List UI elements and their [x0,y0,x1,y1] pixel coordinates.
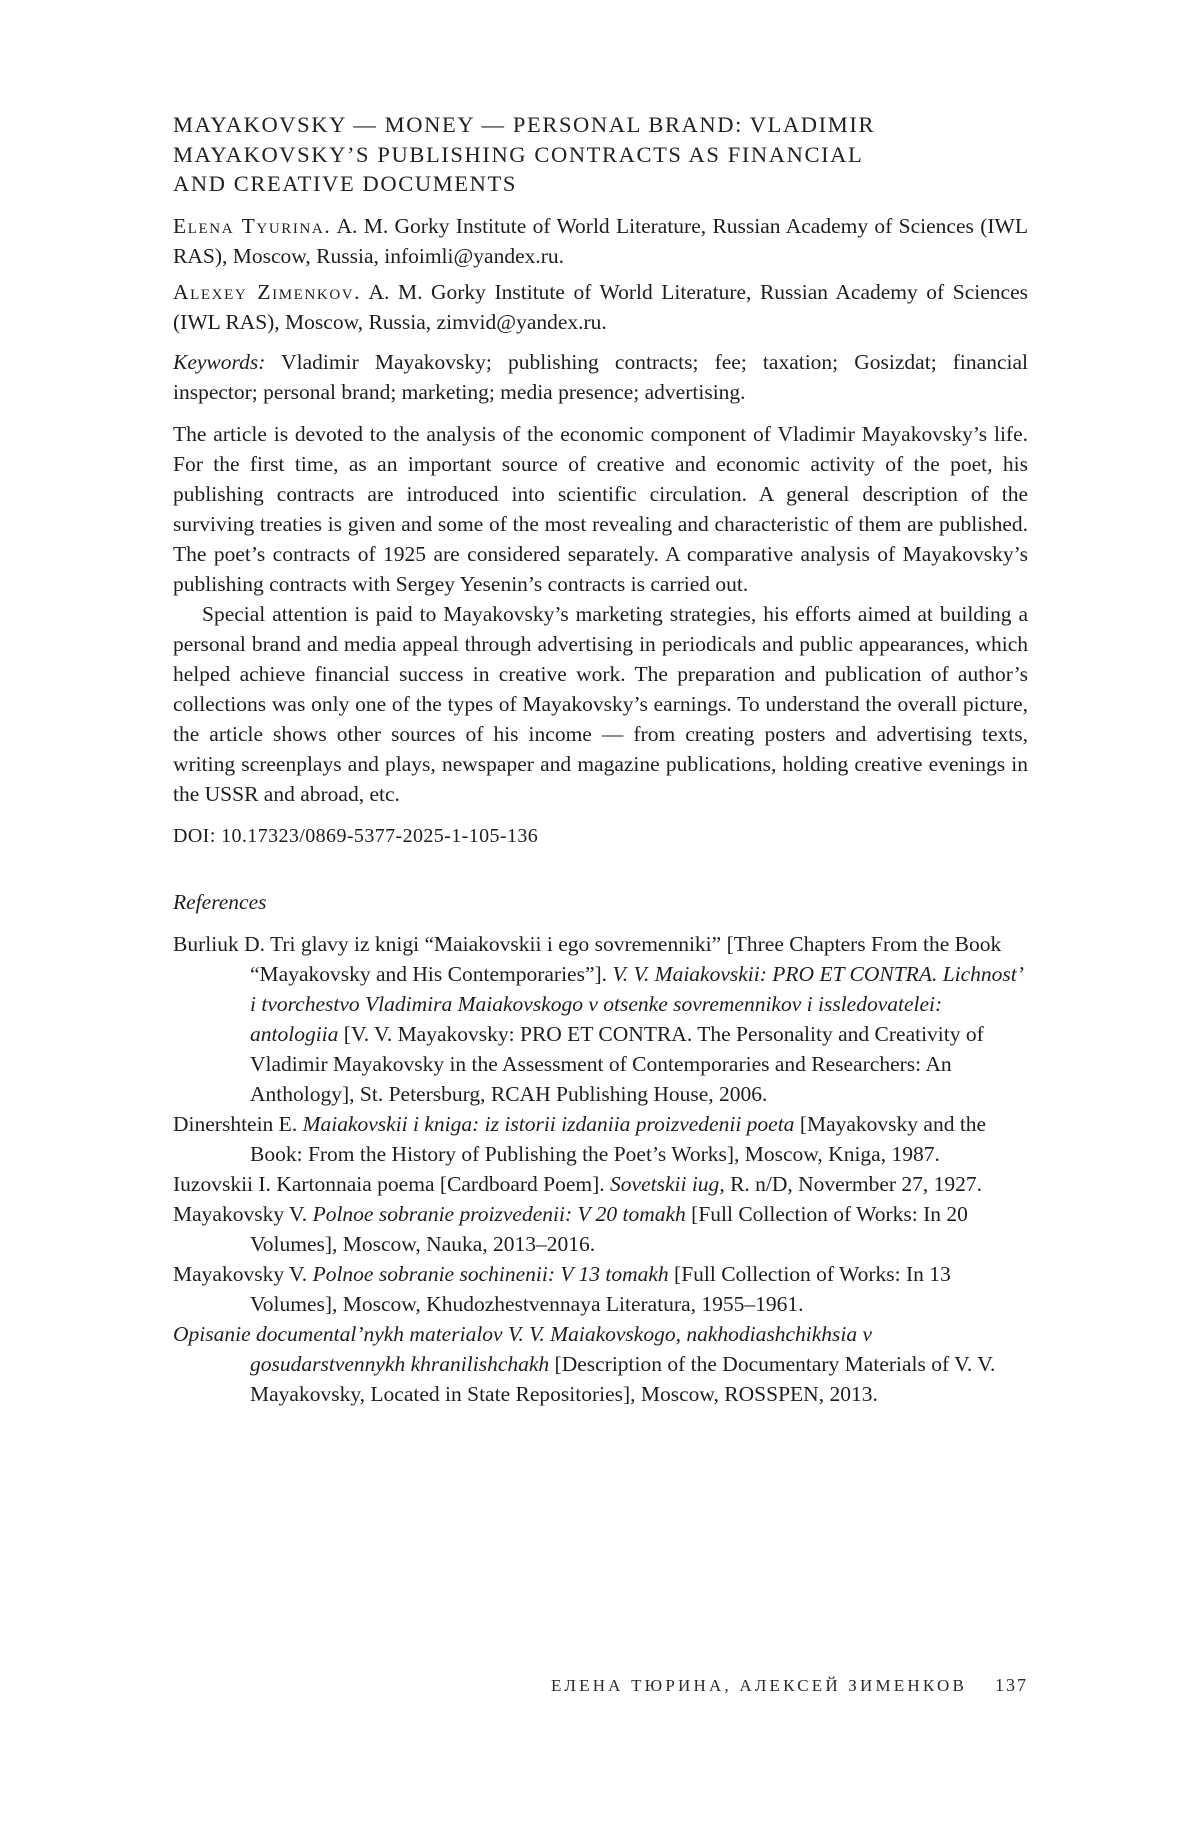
reference-item [173,1199,1028,1259]
reference-text: Iuzovskii I. Kartonnaia poema [Cardboard Poem]. [173,1171,611,1196]
running-head: ЕЛЕНА ТЮРИНА, АЛЕКСЕЙ ЗИМЕНКОВ [551,1676,967,1695]
references-list [173,929,1028,1409]
title-line: MAYAKOVSKY — MONEY — PERSONAL BRAND: VLADIMIR [173,112,876,137]
abstract [173,419,1028,809]
title-line: MAYAKOVSKY’S PUBLISHING CONTRACTS AS FINANCIAL [173,141,864,167]
reference-item [173,1169,1028,1199]
reference-text: Mayakovsky V. [173,1201,313,1226]
reference-text: [Mayakovsky and the Book: From the History of Publishing the Poet’s Works], Moscow, Kniga, 1987. [250,1111,987,1166]
page-number: 137 [995,1675,1028,1695]
reference-text: , R. n/D, Novermber 27, 1927. [719,1171,983,1196]
reference-text: [Description of the Documentary Materials of V. V. Mayakovsky, Located in State Repositories], Moscow, ROSSPEN, 2013. [250,1351,996,1406]
keywords-text: Vladimir Mayakovsky; publishing contracts; fee; taxation; Gosizdat; financial inspector; personal brand; marketing; media presence; advertising. [173,349,1028,404]
reference-text: [Full Collection of Works: In 13 Volumes], Moscow, Khudozhestvennaya Literatura, 1955–1961. [250,1261,951,1316]
reference-text: Burliuk D. Tri glavy iz knigi “Maiakovskii i ego sovremenniki” [Three Chapters From the Book “Mayakovsky and His Contemporaries”]. [173,931,1002,986]
reference-item [173,929,1028,1109]
reference-title: Polnoe sobranie sochinenii: V 13 tomakh [312,1261,669,1286]
references-heading: References [173,889,267,914]
author-entry [173,277,1028,337]
author-entry [173,211,1028,271]
reference-text: Mayakovsky V. [173,1261,313,1286]
author-name: Elena Tyurina. [173,213,332,238]
reference-text: Dinershtein E. [173,1111,303,1136]
author-name: Alexey Zimenkov. [173,279,362,304]
page-footer [173,1675,1028,1696]
article-title [173,110,1028,199]
reference-title: Polnoe sobranie proizvedenii: V 20 tomakh [312,1201,686,1226]
author-affiliation: A. M. Gorky Institute of World Literature, Russian Academy of Sciences (IWL RAS), Moscow, Russia, infoimli@yandex.ru. [173,213,1028,268]
reference-item [173,1319,1028,1409]
keywords-label: Keywords: [173,349,266,374]
keywords [173,347,1028,407]
reference-item [173,1109,1028,1169]
author-affiliation: A. M. Gorky Institute of World Literature, Russian Academy of Sciences (IWL RAS), Moscow, Russia, zimvid@yandex.ru. [173,279,1028,334]
article-page [173,110,1028,1409]
reference-title: V. V. Maiakovskii: PRO ET CONTRA. Lichnost’ i tvorchestvo Vladimira Maiakovskogo v otsenke sovremennikov i issledovatelei: antologiia [250,961,1022,1046]
reference-text: [V. V. Mayakovsky: PRO ET CONTRA. The Personality and Creativity of Vladimir Mayakovsky in the Assessment of Contemporaries and Researchers: An Anthology], St. Petersburg, RCAH Publishing House, 2006. [250,1021,984,1106]
reference-title: Opisanie documental’nykh materialov V. V. Maiakovskogo, nakhodiashchikhsia v gosudarstvennykh khranilishchakh [173,1321,873,1376]
abstract-paragraph: The article is devoted to the analysis of the economic component of Vladimir Mayakovsky’s life. For the first time, as an important source of creative and economic activity of the poet, his publishing contracts are introduced into scientific circulation. A general description of the surviving treaties is given and some of the most revealing and characteristic of them are published. The poet’s contracts of 1925 are considered separately. A comparative analysis of Mayakovsky’s publishing contracts with Sergey Yesenin’s contracts is carried out. [173,421,1028,596]
reference-text: [Full Collection of Works: In 20 Volumes], Moscow, Nauka, 2013–2016. [250,1201,968,1256]
abstract-paragraph: Special attention is paid to Mayakovsky’s marketing strategies, his efforts aimed at building a personal brand and media appeal through advertising in periodicals and public appearances, which helped achieve financial success in creative work. The preparation and publication of author’s collections was only one of the types of Mayakovsky’s earnings. To understand the overall picture, the article shows other sources of his income — from creating posters and advertising texts, writing screenplays and plays, newspaper and magazine publications, holding creative evenings in the USSR and abroad, etc. [173,601,1028,806]
reference-title: Sovetskii iug [610,1171,720,1196]
reference-item [173,1259,1028,1319]
reference-title: Maiakovskii i kniga: iz istorii izdaniia proizvedenii poeta [302,1111,795,1136]
doi: DOI: 10.17323/0869-5377-2025-1-105-136 [173,824,539,847]
title-line: AND CREATIVE DOCUMENTS [173,171,517,196]
